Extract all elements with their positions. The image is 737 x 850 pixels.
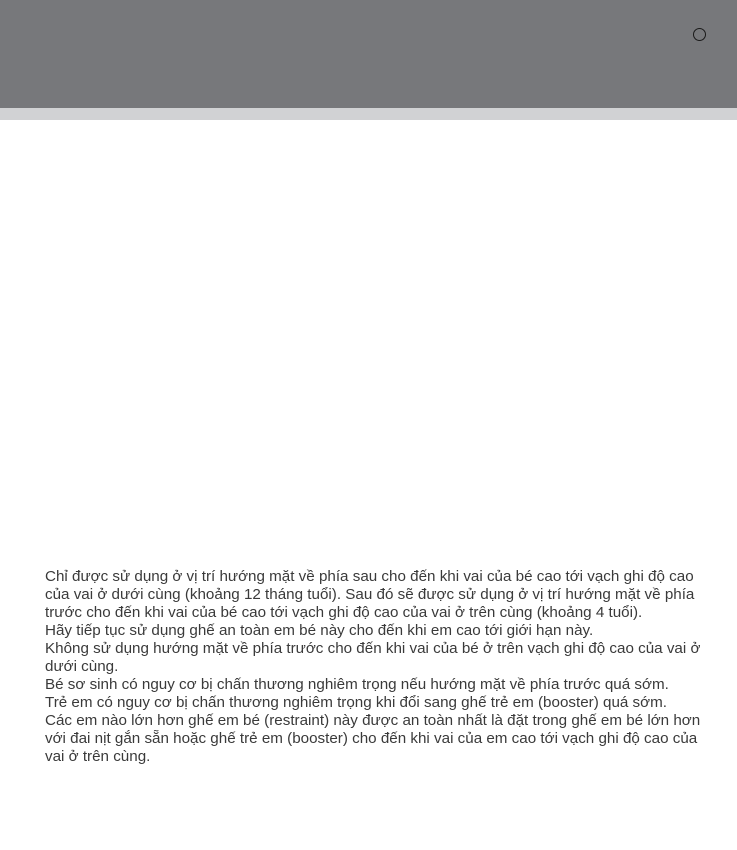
paragraph-continue-usage: Hãy tiếp tục sử dụng ghế an toàn em bé này cho đến khi em cao tới giới hạn này. (45, 622, 594, 639)
paragraph-rear-facing-usage: Chỉ được sử dụng ở vị trí hướng mặt về phía sau cho đến khi vai của bé cao tới vạch ghi độ cao của vai ở dưới cùng (khoảng 12 tháng tuổi). Sau đó sẽ được sử dụng ở vị trí hướng mặt về phía trước cho đến khi vai của bé cao tới vạch ghi độ cao của vai ở trên cùng (khoảng 4 tuổi). (45, 568, 695, 621)
paragraph-newborn-risk: Bé sơ sinh có nguy cơ bị chấn thương nghiêm trọng nếu hướng mặt về phía trước quá sớm. (45, 676, 669, 693)
paragraph-booster-risk: Trẻ em có nguy cơ bị chấn thương nghiêm trọng khi đổi sang ghế trẻ em (booster) quá sớm. (45, 694, 667, 711)
warning-text-block (45, 568, 705, 766)
paragraph-forward-facing-limit: Không sử dụng hướng mặt về phía trước cho đến khi vai của bé ở trên vạch ghi độ cao của vai ở dưới cùng. (45, 640, 701, 675)
paragraph-older-children: Các em nào lớn hơn ghế em bé (restraint) này được an toàn nhất là đặt trong ghế em bé lớn hơn với đai nịt gắn sẵn hoặc ghế trẻ em (booster) cho đến khi vai của em cao tới vạch ghi độ cao của vai ở trên cùng. (45, 712, 701, 765)
header-divider (0, 108, 737, 120)
header-band (0, 0, 737, 108)
circle-icon (693, 28, 706, 41)
